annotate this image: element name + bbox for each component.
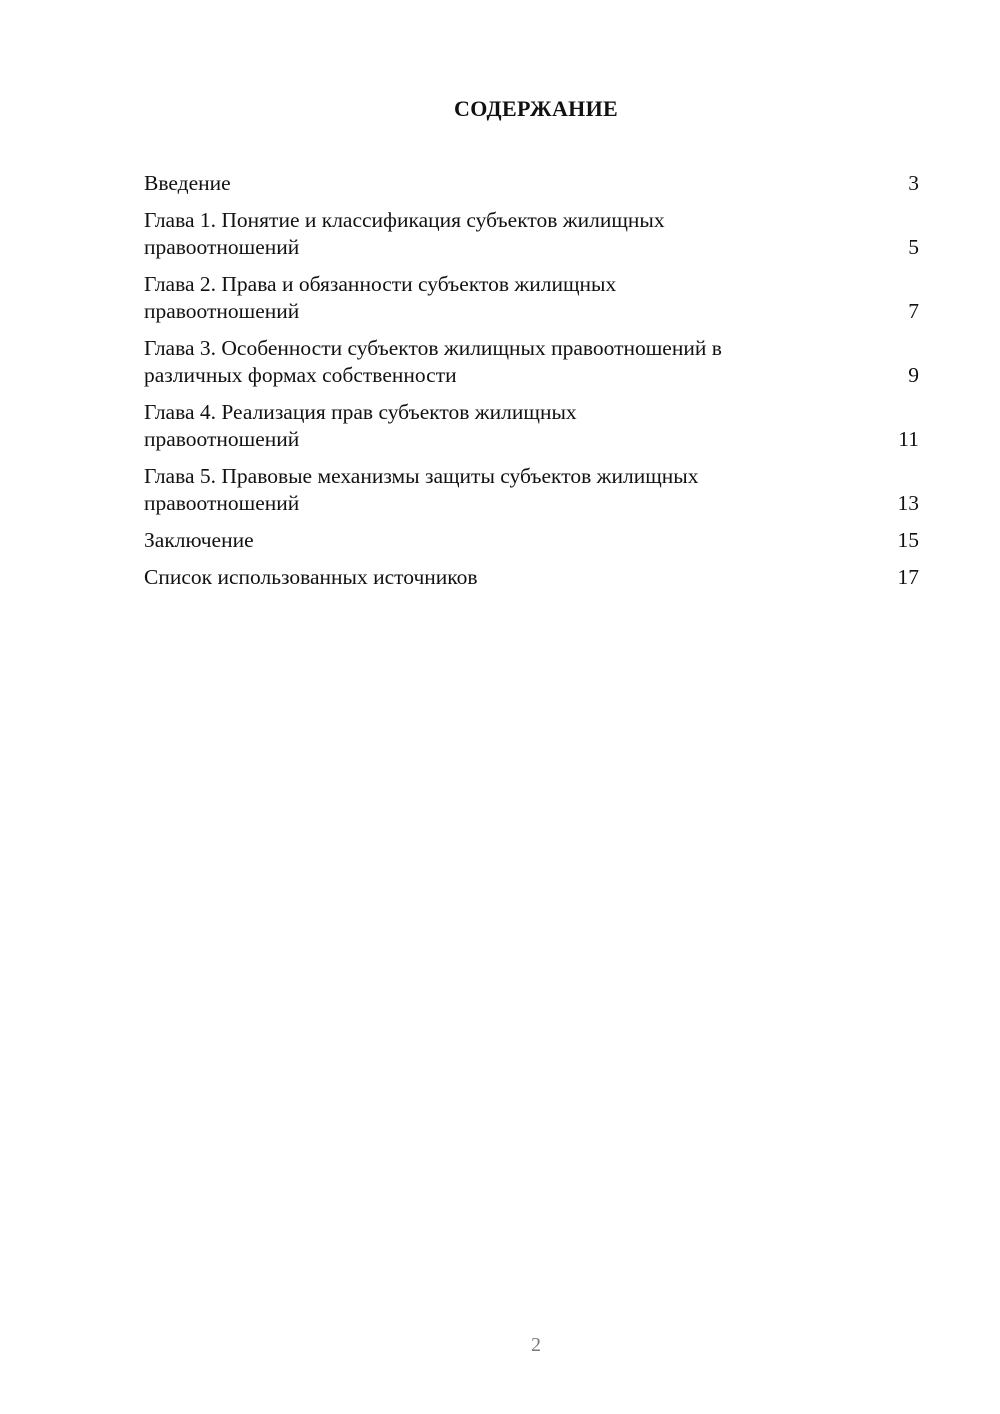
toc-entry-line: правоотношений bbox=[144, 491, 300, 515]
page-title: СОДЕРЖАНИЕ bbox=[454, 96, 618, 121]
toc-entry-line: правоотношений bbox=[144, 427, 300, 451]
table-of-contents bbox=[144, 170, 919, 601]
toc-entry-chapter-1[interactable] bbox=[144, 207, 919, 261]
toc-entry-title bbox=[144, 170, 919, 197]
toc-page-number: 5 bbox=[908, 235, 919, 259]
toc-entry-line: различных формах собственности bbox=[144, 363, 457, 387]
toc-page-number: 11 bbox=[898, 427, 919, 451]
toc-entry-line: правоотношений bbox=[144, 235, 300, 259]
toc-entry-introduction[interactable] bbox=[144, 170, 919, 197]
toc-page-number: 7 bbox=[908, 299, 919, 323]
toc-entry-chapter-4[interactable] bbox=[144, 399, 919, 453]
toc-entry-line: Глава 2. Права и обязанности субъектов жилищных bbox=[144, 272, 617, 296]
toc-entry-chapter-5[interactable] bbox=[144, 463, 919, 517]
toc-entry-conclusion[interactable] bbox=[144, 527, 919, 554]
toc-entry-line: Заключение bbox=[144, 528, 254, 552]
toc-page-number: 15 bbox=[897, 528, 919, 552]
toc-entry-line: Глава 5. Правовые механизмы защиты субъектов жилищных bbox=[144, 464, 699, 488]
toc-entry-title bbox=[144, 271, 919, 325]
toc-entry-line: Список использованных источников bbox=[144, 565, 478, 589]
toc-entry-title bbox=[144, 564, 919, 591]
toc-entry-references[interactable] bbox=[144, 564, 919, 591]
page-number: 2 bbox=[531, 1334, 541, 1356]
toc-entry-line: Глава 3. Особенности субъектов жилищных правоотношений в bbox=[144, 336, 722, 360]
toc-entry-line: Глава 1. Понятие и классификация субъектов жилищных bbox=[144, 208, 665, 232]
toc-entry-title bbox=[144, 335, 919, 389]
toc-page-number: 13 bbox=[897, 491, 919, 515]
toc-entry-title bbox=[144, 527, 919, 554]
toc-entry-chapter-2[interactable] bbox=[144, 271, 919, 325]
toc-page-number: 17 bbox=[897, 565, 919, 589]
toc-entry-line: Введение bbox=[144, 171, 231, 195]
toc-entry-chapter-3[interactable] bbox=[144, 335, 919, 389]
toc-entry-line: Глава 4. Реализация прав субъектов жилищных bbox=[144, 400, 577, 424]
toc-page-number: 3 bbox=[908, 171, 919, 195]
toc-entry-line: правоотношений bbox=[144, 299, 300, 323]
toc-entry-title bbox=[144, 463, 919, 517]
toc-entry-title bbox=[144, 207, 919, 261]
toc-entry-title bbox=[144, 399, 919, 453]
toc-page-number: 9 bbox=[908, 363, 919, 387]
